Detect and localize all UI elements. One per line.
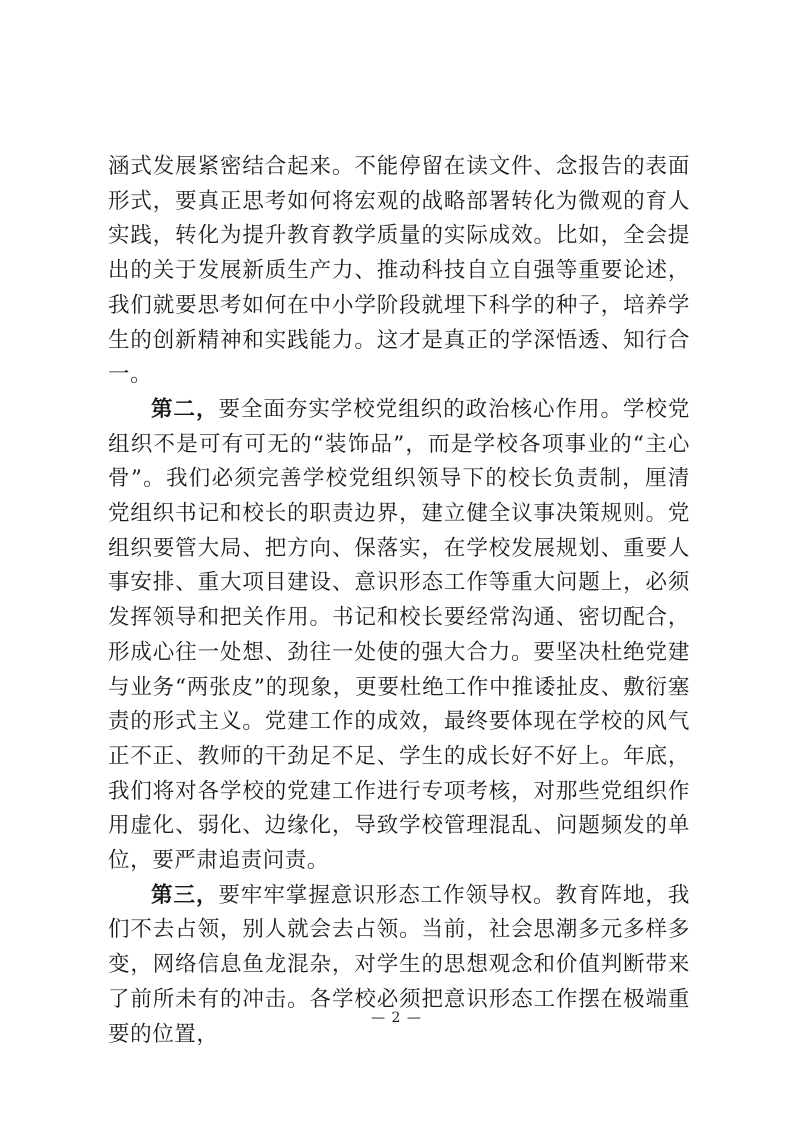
paragraph-second-point — [108, 393, 690, 879]
paragraph-third-point — [108, 879, 690, 1053]
paragraph-text: 要牢牢掌握意识形态工作领导权。教育阵地，我们不去占领，别人就会去占领。当前，社会思潮多元多样多变，网络信息鱼龙混杂，对学生的思想观念和价值判断带来了前所未有的冲击。各学校必须把意识形态工作摆在极端重要的位置， — [108, 882, 690, 1047]
paragraph-lead: 第二， — [151, 396, 219, 422]
page-number: — 2 — — [371, 1010, 422, 1026]
paragraph-continuation — [108, 150, 690, 393]
paragraph-text: 涵式发展紧密结合起来。不能停留在读文件、念报告的表面形式，要真正思考如何将宏观的战略部署转化为微观的育人实践，转化为提升教育教学质量的实际成效。比如，全会提出的关于发展新质生产力、推动科技自立自强等重要论述，我们就要思考如何在中小学阶段就埋下科学的种子，培养学生的创新精神和实践能力。这才是真正的学深悟透、知行合一。 — [108, 154, 690, 388]
body-text — [108, 150, 690, 1052]
paragraph-lead: 第三， — [151, 882, 219, 908]
paragraph-text: 要全面夯实学校党组织的政治核心作用。学校党组织不是可有可无的“装饰品”，而是学校各项事业的“主心骨”。我们必须完善学校党组织领导下的校长负责制，厘清党组织书记和校长的职责边界，建立健全议事决策规则。党组织要管大局、把方向、保落实，在学校发展规划、重要人事安排、重大项目建设、意识形态工作等重大问题上，必须发挥领导和把关作用。书记和校长要经常沟通、密切配合，形成心往一处想、劲往一处使的强大合力。要坚决杜绝党建与业务“两张皮”的现象，更要杜绝工作中推诿扯皮、敷衍塞责的形式主义。党建工作的成效，最终要体现在学校的风气正不正、教师的干劲足不足、学生的成长好不好上。年底，我们将对各学校的党建工作进行专项考核，对那些党组织作用虚化、弱化、边缘化，导致学校管理混乱、问题频发的单位，要严肃追责问责。 — [108, 396, 690, 874]
